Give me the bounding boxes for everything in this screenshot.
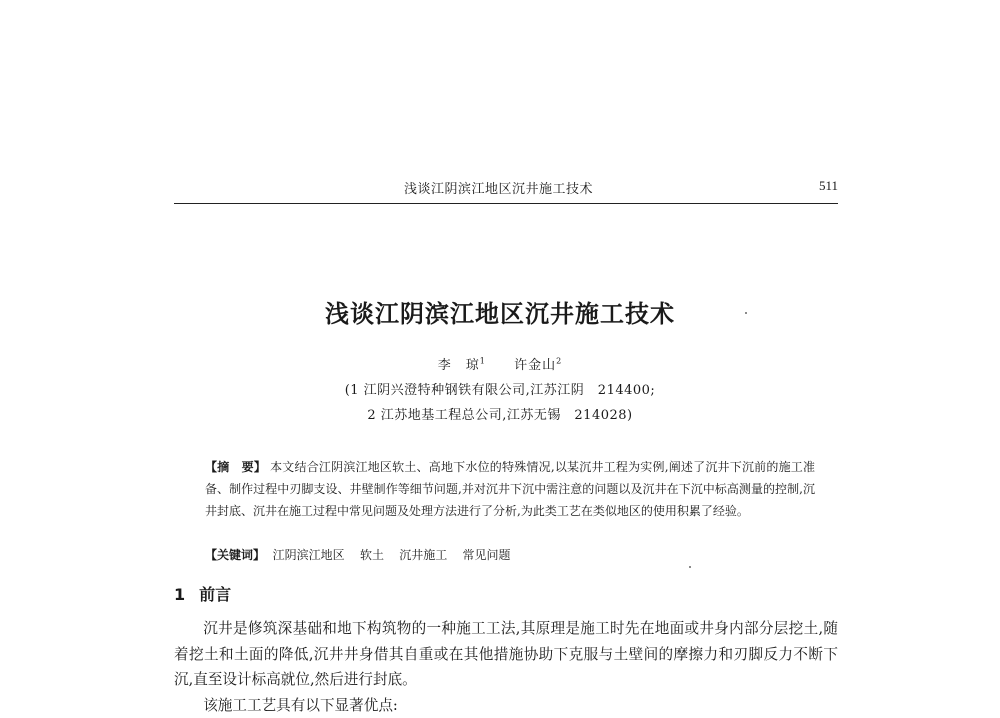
running-header: [174, 178, 838, 202]
section-body: [174, 616, 838, 718]
section-title: 前言: [199, 585, 231, 604]
section-heading: [174, 582, 231, 605]
body-paragraph: 该施工工艺具有以下显著优点:: [174, 693, 838, 718]
keywords-label: 【关键词】: [205, 548, 265, 562]
author-line: [0, 354, 1000, 373]
keyword: 沉井施工: [399, 548, 447, 562]
affiliation-line: 2 江苏地基工程总公司,江苏无锡 214028): [0, 404, 1000, 423]
keyword: 江阴滨江地区: [273, 548, 345, 562]
affiliation-line: (1 江阴兴澄特种钢铁有限公司,江苏江阴 214400;: [0, 379, 1000, 398]
abstract-text: 本文结合江阴滨江地区软土、高地下水位的特殊情况,以某沉井工程为实例,阐述了沉井下沉前的施工准备、制作过程中刃脚支设、井壁制作等细节问题,并对沉井下沉中需注意的问题以及沉井在下沉中标高测量的控制,沉井封底、沉井在施工过程中常见问题及处理方法进行了分析,为此类工艺在类似地区的使用积累了经验。: [205, 460, 815, 518]
header-rule: [174, 203, 838, 204]
author-name: 李 琼: [438, 358, 480, 373]
author-name: 许金山: [514, 358, 556, 373]
scan-speck: [745, 312, 747, 314]
keyword: 常见问题: [463, 548, 511, 562]
abstract: [205, 456, 815, 522]
article-title: 浅谈江阴滨江地区沉井施工技术: [0, 294, 1000, 329]
section-number: 1: [174, 585, 185, 604]
abstract-label: 【摘 要】: [205, 460, 266, 474]
running-title: 浅谈江阴滨江地区沉井施工技术: [404, 178, 593, 197]
keywords: [205, 544, 815, 566]
author-affiliation-mark: 1: [480, 357, 486, 366]
author-affiliation-mark: 2: [556, 357, 562, 366]
body-paragraph: 沉井是修筑深基础和地下构筑物的一种施工工法,其原理是施工时先在地面或井身内部分层挖土,随着挖土和土面的降低,沉井井身借其自重或在其他措施协助下克服与土壁间的摩擦力和刃脚反力不断下沉,直至设计标高就位,然后进行封底。: [174, 616, 838, 693]
scan-speck: [689, 566, 691, 568]
keyword: 软土: [360, 548, 384, 562]
page-number: 511: [819, 178, 838, 194]
